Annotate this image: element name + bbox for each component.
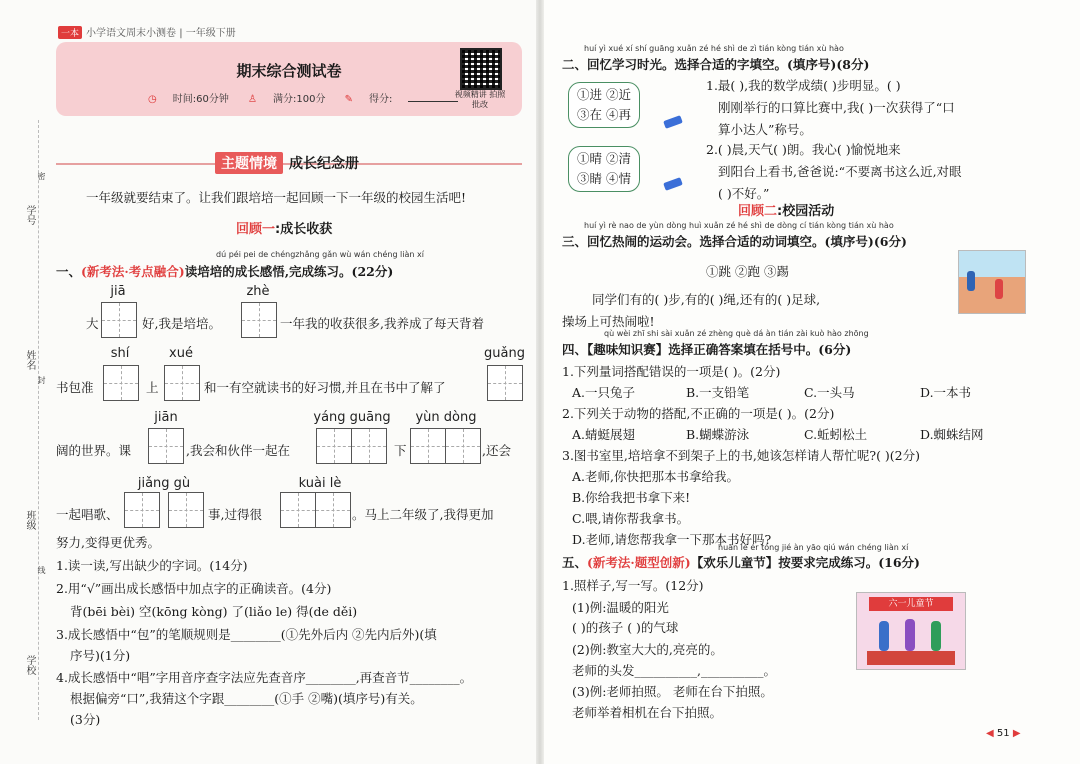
q5-s1: 1.照样子,写一写。(12分)	[562, 578, 704, 593]
q4-s2-b[interactable]: B.蝴蝶游泳	[686, 427, 750, 442]
q1-sub3a: 3.成长感悟中“包”的笔顺规则是________(①先外后内 ②先内后外)(填	[56, 627, 437, 642]
exam-info	[148, 90, 474, 105]
q2-s2c: ( )不好。”	[718, 186, 770, 201]
tianzi-box-yun[interactable]	[410, 428, 446, 464]
q1-tag: (新考法·考点融合)	[81, 264, 185, 279]
q5-e1-line[interactable]: ( )的孩子 ( )的气球	[572, 620, 679, 635]
q1-line3-post: ,还会	[482, 443, 511, 458]
pen-icon: ✎	[344, 94, 354, 105]
py-xue: xué	[169, 346, 193, 361]
q4-s2-d[interactable]: D.蜘蛛结网	[920, 427, 984, 442]
clock-icon: ◷	[148, 94, 157, 105]
q2-pinyin: huí yì xué xí shí guāng xuǎn zé hé shì de zì tián kòng tián xù hào	[584, 44, 844, 53]
review-1-heading	[236, 218, 332, 237]
q4-s2-a[interactable]: A.蜻蜓展翅	[572, 427, 636, 442]
q4-s2-c[interactable]: C.蚯蚓松土	[804, 427, 868, 442]
q1-line5: 努力,变得更优秀。	[56, 535, 160, 550]
q4-s1-d[interactable]: D.一本书	[920, 385, 972, 400]
tianzi-box-kuai[interactable]	[280, 492, 316, 528]
page-footer	[986, 728, 1021, 739]
q4-s3-b[interactable]: B.你给我把书拿下来!	[572, 490, 691, 505]
time-limit: 时间:60分钟	[172, 94, 229, 105]
q1-line3-mid2: 下	[394, 443, 407, 458]
q1-line4-pre: 一起唱歌、	[56, 507, 119, 522]
q3-pinyin: huí yì rè nao de yùn dòng huì xuǎn zé hé shì de dòng cí tián kòng tián xù hào	[584, 221, 894, 230]
py-guang: guǎng	[484, 346, 525, 361]
q3-options: ①跳 ②跑 ③踢	[706, 264, 789, 279]
binding-line	[38, 120, 39, 720]
binding-mark-2: 封	[37, 376, 46, 384]
scene-banner: 六一儿童节	[869, 597, 953, 611]
q5-e1: (1)例:温暖的阳光	[572, 600, 669, 615]
q5-title: 【欢乐儿童节】按要求完成练习。(16分)	[690, 555, 920, 570]
tianzi-box-guang2[interactable]	[351, 428, 387, 464]
q1-line1-post: 一年我的收获很多,我养成了每天背着	[280, 316, 484, 331]
tianzi-box-jia[interactable]	[101, 302, 137, 338]
person-icon: ♙	[248, 94, 257, 105]
q4-title: 四、【趣味知识赛】选择正确答案填在括号中。(6分)	[562, 342, 852, 357]
q2-s2b: 到阳台上看书,爸爸说:“不要离书这么近,对眼	[718, 164, 962, 179]
q1-sub4c: (3分)	[70, 712, 101, 727]
q2-box2-line2: ③睛 ④情	[577, 171, 631, 186]
q2-box2-line1: ①晴 ②清	[577, 151, 631, 166]
q3-s1: 同学们有的( )步,有的( )绳,还有的( )足球,	[592, 292, 821, 307]
series-header	[58, 24, 236, 39]
py-zhe: zhè	[246, 284, 270, 299]
q2-s1c: 算小达人”称号。	[718, 122, 812, 137]
book-spine	[536, 0, 544, 764]
q2-s1a: 1.最( ),我的数学成绩( )步明显。( )	[706, 78, 901, 93]
q4-s3-a[interactable]: A.老师,你快把那本书拿给我。	[572, 469, 739, 484]
q1-pinyin: dú péi pei de chéngzhǎng gǎn wù wán chéng liàn xí	[216, 250, 424, 259]
q5-e3-line: 老师举着相机在台下拍照。	[572, 705, 723, 720]
q4-s1-a[interactable]: A.一只兔子	[572, 385, 636, 400]
review-2-title: :校园活动	[777, 204, 835, 219]
prev-arrow-icon[interactable]: ◀	[986, 728, 994, 739]
q4-s2: 2.下列关于动物的搭配,不正确的一项是( )。(2分)	[562, 406, 835, 421]
tianzi-box-zhe[interactable]	[241, 302, 277, 338]
series-title: 小学语文周末小测卷 | 一年级下册	[86, 28, 236, 39]
q2-s2a: 2.( )晨,天气( )朗。我心( )愉悦地来	[706, 142, 901, 157]
py-yangguang: yáng guāng	[313, 410, 391, 425]
py-kuaile: kuài lè	[298, 476, 342, 491]
review-2-heading	[738, 200, 834, 219]
tianzi-box-shi[interactable]	[103, 365, 139, 401]
tianzi-box-xue[interactable]	[164, 365, 200, 401]
intro-text: 一年级就要结束了。让我们跟培培一起回顾一下一年级的校园生活吧!	[86, 190, 467, 205]
py-jianggu: jiǎng gù	[137, 476, 191, 491]
review-1-title: :成长收获	[275, 222, 333, 237]
tianzi-box-dong[interactable]	[445, 428, 481, 464]
full-score: 满分:100分	[272, 94, 326, 105]
label-class: 班级	[24, 510, 35, 530]
qr-caption: 视频精讲 拍照批改	[454, 90, 506, 109]
binding-mark-1: 密	[37, 172, 46, 180]
q4-s3-d[interactable]: D.老师,请您帮我拿一下那本书好吗?	[572, 532, 772, 547]
q4-s3-c[interactable]: C.喂,请你帮我拿书。	[572, 511, 690, 526]
series-tag: 一本	[58, 26, 82, 39]
binding-mark-3: 线	[37, 566, 46, 574]
q1-sub2-options: 背(bēi bèi) 空(kōng kòng) 了(liǎo le) 得(de děi)	[70, 604, 358, 619]
q2-s1b: 刚刚举行的口算比赛中,我( )一次获得了“口	[718, 100, 955, 115]
q5-tag: (新考法·题型创新)	[587, 555, 691, 570]
q5-e2-line[interactable]: 老师的头发__________,__________。	[572, 663, 776, 678]
review-1-label: 回顾一	[236, 222, 276, 237]
q5-e2: (2)例:教室大大的,亮亮的。	[572, 642, 723, 657]
label-student-no: 学号	[24, 205, 35, 225]
q4-s1-c[interactable]: C.一头马	[804, 385, 855, 400]
tianzi-box-gu[interactable]	[168, 492, 204, 528]
q1-line3-mid: ,我会和伙伴一起在	[186, 443, 290, 458]
q1-line2-post: 和一有空就读书的好习惯,并且在书中了解了	[204, 380, 446, 395]
score-field: 得分:	[369, 94, 393, 105]
exam-title: 期末综合测试卷	[236, 62, 342, 80]
py-jian: jiān	[154, 410, 178, 425]
q1-heading: 一、(新考法·考点融合)读培培的成长感悟,完成练习。(22分)	[56, 264, 394, 279]
tianzi-box-jian[interactable]	[148, 428, 184, 464]
tianzi-box-yang[interactable]	[316, 428, 352, 464]
q1-line4-mid: 事,过得很	[208, 507, 262, 522]
q5-pinyin: huān lè ér tóng jié àn yāo qiú wán chéng liàn xí	[718, 543, 909, 552]
q2-title: 二、回忆学习时光。选择合适的字填空。(填序号)(8分)	[562, 57, 870, 72]
sports-day-illustration	[958, 250, 1026, 314]
q4-s1-b[interactable]: B.一支铅笔	[686, 385, 750, 400]
theme-name: 成长纪念册	[289, 156, 359, 172]
q3-title: 三、回忆热闹的运动会。选择合适的动词填空。(填序号)(6分)	[562, 234, 907, 249]
q5-prefix: 五、	[562, 555, 588, 570]
py-shi: shí	[110, 346, 130, 361]
tianzi-box-le[interactable]	[315, 492, 351, 528]
q1-title: 读培培的成长感悟,完成练习。(22分)	[184, 264, 394, 279]
py-yundong: yùn dòng	[415, 410, 477, 425]
q4-pinyin: qù wèi zhī shi sài xuǎn zé zhèng què dá àn tián zài kuò hào zhōng	[604, 329, 869, 338]
title-banner	[56, 42, 522, 116]
q1-line4-post: 。马上二年级了,我得更加	[352, 507, 494, 522]
q1-line1-mid: 好,我是培培。	[142, 316, 221, 331]
q4-s1: 1.下列量词搭配错误的一项是( )。(2分)	[562, 364, 781, 379]
q1-sub2: 2.用“√”画出成长感悟中加点字的正确读音。(4分)	[56, 581, 332, 596]
childrens-day-illustration	[856, 592, 966, 670]
q1-sub3b: 序号)(1分)	[70, 648, 131, 663]
q1-sub4b: 根据偏旁“口”,我猜这个字跟________(①手 ②嘴)(填序号)有关。	[70, 691, 423, 706]
label-name: 姓名	[24, 350, 35, 370]
py-jia: jiā	[110, 284, 126, 299]
q1-sub1: 1.读一读,写出缺少的字词。(14分)	[56, 558, 248, 573]
tianzi-box-guang[interactable]	[487, 365, 523, 401]
q2-box1-line1: ①进 ②近	[577, 87, 631, 102]
q1-line2-pre: 书包准	[56, 380, 94, 395]
tianzi-box-jiang[interactable]	[124, 492, 160, 528]
q5-e3: (3)例:老师拍照。 老师在台下拍照。	[572, 684, 773, 699]
theme-tag: 主题情境	[215, 152, 283, 174]
page-number: 51	[996, 728, 1010, 739]
review-2-label: 回顾二	[738, 204, 778, 219]
next-arrow-icon[interactable]: ▶	[1012, 728, 1021, 739]
q2-box1-line2: ③在 ④再	[577, 107, 631, 122]
q1-line2-mid: 上	[146, 380, 159, 395]
qr-code-icon[interactable]	[460, 48, 502, 90]
label-school: 学校	[24, 655, 35, 675]
q3-s2: 操场上可热闹啦!	[562, 314, 655, 329]
q1-line1-pre: 大	[86, 316, 99, 331]
q5-heading	[562, 553, 920, 571]
q2-choice-box-1	[568, 82, 640, 128]
q1-line3-pre: 阔的世界。课	[56, 443, 132, 458]
q4-s3: 3.图书室里,培培拿不到架子上的书,她该怎样请人帮忙呢?( )(2分)	[562, 448, 921, 463]
q1-sub4a: 4.成长感悟中“唱”字用音序查字法应先查音序________,再查音节________。	[56, 670, 473, 685]
q2-choice-box-2	[568, 146, 640, 192]
